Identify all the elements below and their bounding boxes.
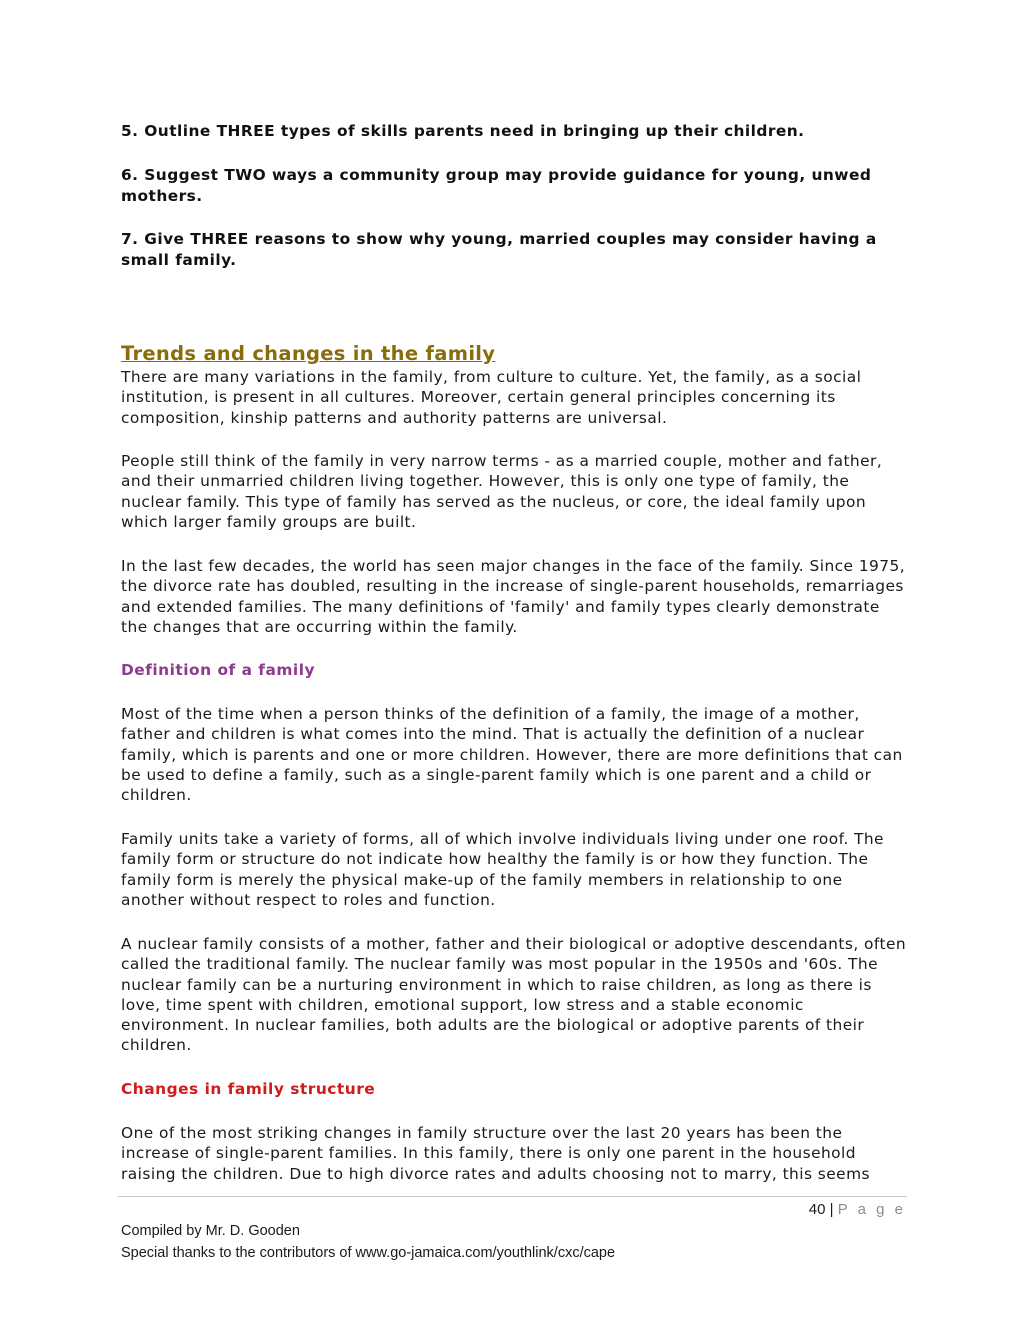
footer-divider — [118, 1196, 907, 1197]
question-7: 7. Give THREE reasons to show why young, married couples may consider having a small family. — [121, 230, 877, 269]
paragraph-family-units: Family units take a variety of forms, all of which involve individuals living under one roof. The family form or structure do not indicate how healthy the family is or how they function. The family form is merely the physical make-up of the family members in relationship to one another without respect to roles and function. — [121, 830, 884, 909]
page-number — [809, 1200, 906, 1220]
page-number-value: 40 — [808, 1201, 826, 1218]
paragraph-definition: Most of the time when a person thinks of the definition of a family, the image of a mother, father and children is what comes into the mind. That is actually the definition of a nuclear family, which is parents and one or more children. However, there are more definitions that can be used to define a family, such as a single-parent family which is one parent and a child or children. — [121, 705, 903, 805]
paragraph-variations: There are many variations in the family, from culture to culture. Yet, the family, as a social institution, is present in all cultures. Moreover, certain general principles concerning its composition, kinship patterns and authority patterns are universal. — [121, 368, 862, 427]
paragraph-nuclear-family: A nuclear family consists of a mother, father and their biological or adoptive descendants, often called the traditional family. The nuclear family was most popular in the 1950s and '60s. The nuclear family can be a nurturing environment in which to raise children, as long as there is love, time spent with children, emotional support, low stress and a stable economic environment. In nuclear families, both adults are the biological or adoptive parents of their children. — [121, 935, 907, 1055]
changes-heading: Changes in family structure — [121, 1080, 376, 1098]
page-word: P a g e — [837, 1201, 906, 1218]
question-5: 5. Outline THREE types of skills parents need in bringing up their children. — [121, 122, 805, 140]
question-6: 6. Suggest TWO ways a community group may provide guidance for young, unwed mothers. — [121, 166, 872, 205]
footer-thanks: Special thanks to the contributors of www.go-jamaica.com/youthlink/cxc/cape — [121, 1245, 616, 1261]
page-number-separator: | — [829, 1201, 834, 1218]
footer-compiled-by: Compiled by Mr. D. Gooden — [121, 1223, 300, 1239]
paragraph-narrow-terms: People still think of the family in very narrow terms - as a married couple, mother and father, and their unmarried children living together. However, this is only one type of family, the nuclear family. This type of family has served as the nucleus, or core, the ideal family upon which larger family groups are built. — [121, 452, 883, 531]
paragraph-changes: One of the most striking changes in family structure over the last 20 years has been the increase of single-parent families. In this family, there is only one parent in the household raising the children. Due to high divorce rates and adults choosing not to marry, this seems — [121, 1124, 871, 1183]
paragraph-last-decades: In the last few decades, the world has seen major changes in the face of the family. Since 1975, the divorce rate has doubled, resulting in the increase of single-parent households, remarriages and extended families. The many definitions of 'family' and family types clearly demonstrate the changes that are occurring within the family. — [121, 557, 906, 636]
definition-heading: Definition of a family — [121, 661, 316, 679]
section-title: Trends and changes in the family — [121, 342, 496, 365]
